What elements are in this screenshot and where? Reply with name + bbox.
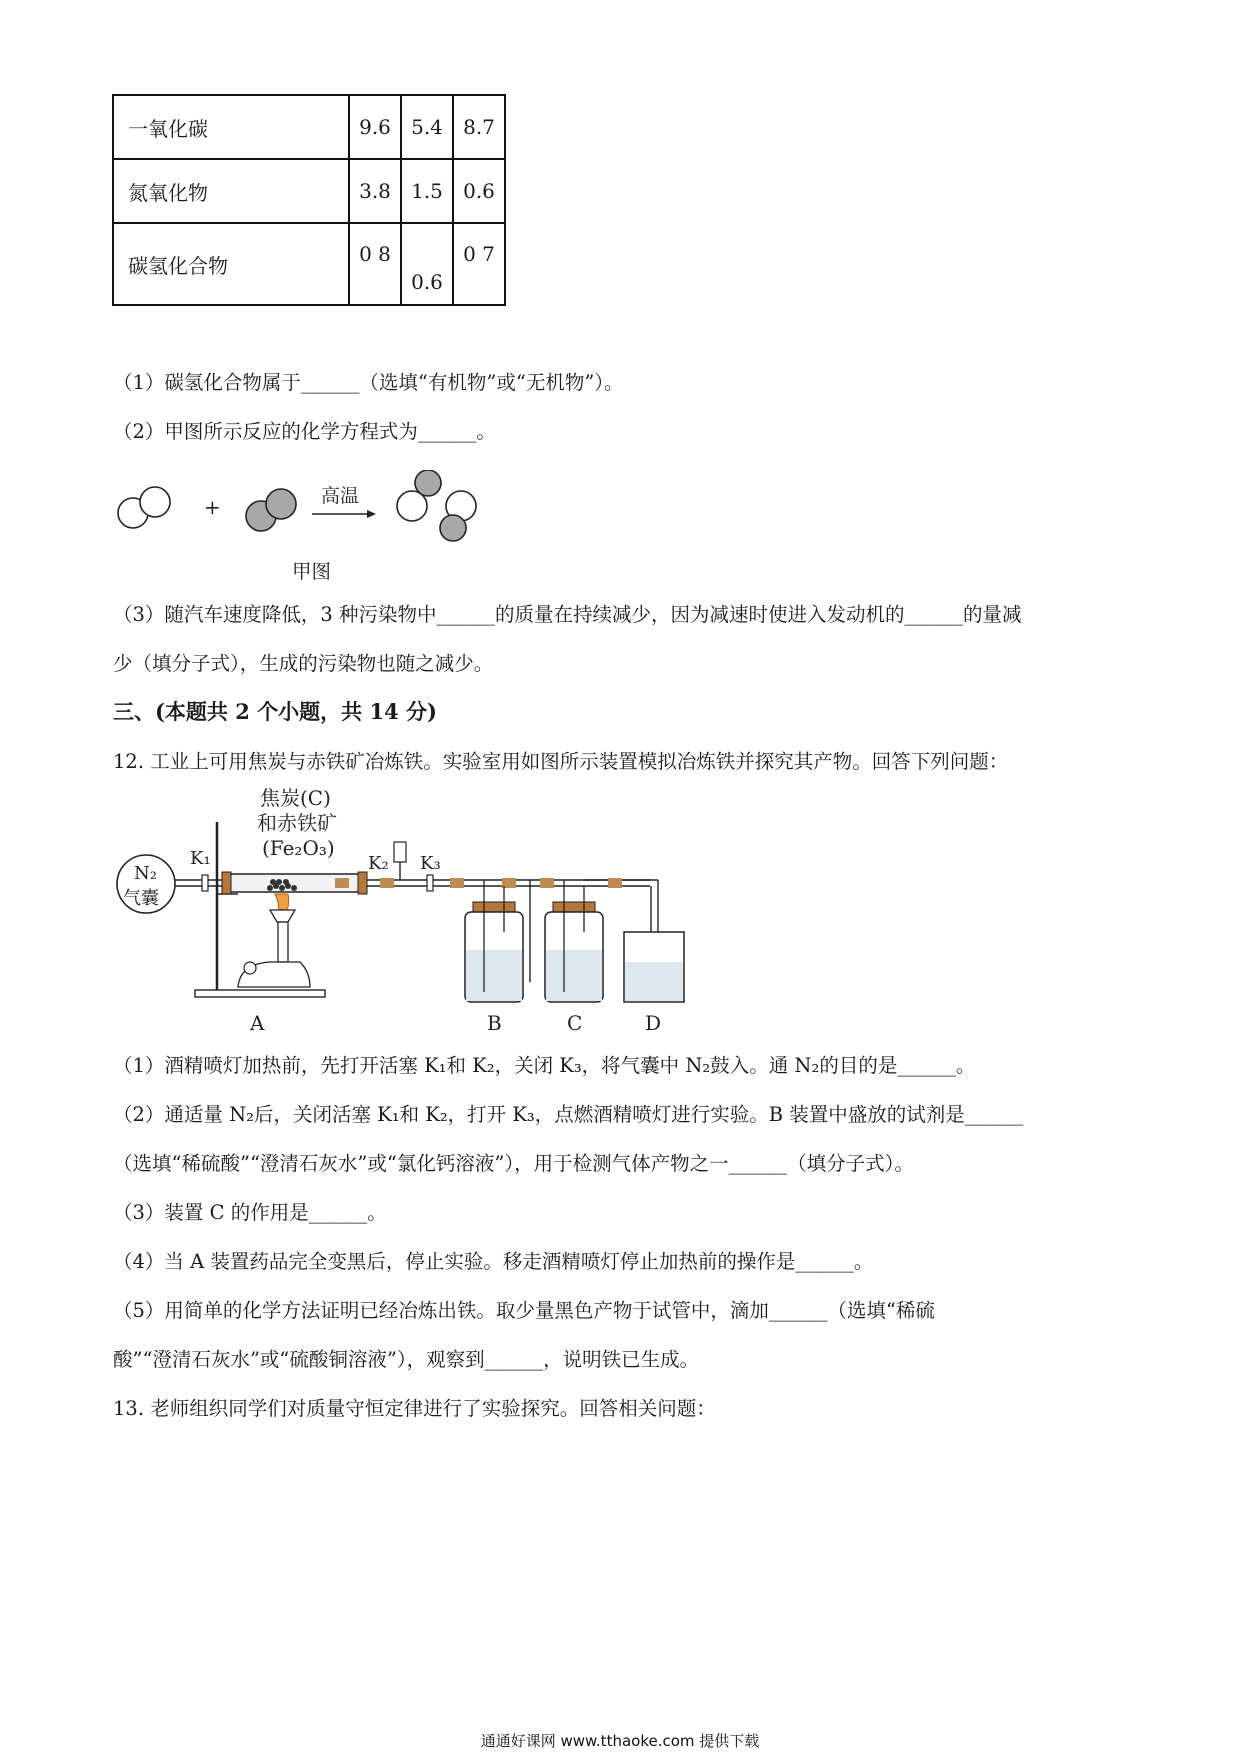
q12-part5-line2: 酸”“澄清石灰水”或“硫酸铜溶液”），观察到______，说明铁已生成。 bbox=[113, 1348, 700, 1371]
q12-part3: （3）装置 C 的作用是______。 bbox=[113, 1201, 387, 1224]
q12-part2-line1: （2）通适量 N₂后，关闭活塞 K₁和 K₂，打开 K₃，点燃酒精喷灯进行实验。B 装置中盛放的试剂是______ bbox=[113, 1103, 1024, 1126]
reaction-condition: 高温 bbox=[321, 485, 360, 507]
washing-bottle-b bbox=[465, 880, 530, 1002]
table-cell: 0 8 bbox=[349, 223, 401, 305]
pollutant-table bbox=[112, 94, 506, 306]
q12-part2-line2: （选填“稀硫酸”“澄清石灰水”或“氯化钙溶液”），用于检测气体产物之一______（填分子式）。 bbox=[113, 1152, 914, 1175]
table-cell: 碳氢化合物 bbox=[113, 223, 349, 305]
q11-part1: （1）碳氢化合物属于______（选填“有机物”或“无机物”）。 bbox=[113, 371, 624, 394]
valve-k1-icon bbox=[202, 875, 208, 891]
q11-part3-line2: 少（填分子式），生成的污染物也随之减少。 bbox=[113, 652, 494, 675]
reagent-label-3: (Fe₂O₃) bbox=[262, 836, 335, 860]
valve-k1-label: K₁ bbox=[190, 848, 211, 869]
reaction-arrow bbox=[312, 510, 376, 518]
table-row bbox=[113, 223, 505, 305]
section-heading: 三、(本题共 2 个小题，共 14 分) bbox=[113, 699, 437, 724]
q12-part1: （1）酒精喷灯加热前，先打开活塞 K₁和 K₂，关闭 K₃，将气囊中 N₂鼓入。通 N₂的目的是______。 bbox=[113, 1054, 976, 1077]
table-cell: 氮氧化物 bbox=[113, 159, 349, 223]
q11-part2: （2）甲图所示反应的化学方程式为______。 bbox=[113, 420, 496, 443]
table-cell: 3.8 bbox=[349, 159, 401, 223]
label-c: C bbox=[567, 1011, 583, 1035]
valve-k2-icon bbox=[394, 842, 406, 862]
valve-k2-label: K₂ bbox=[368, 853, 389, 874]
gas-bag-label: 气囊 bbox=[123, 888, 159, 909]
figure-caption: 甲图 bbox=[292, 560, 332, 583]
q12-part4: （4）当 A 装置药品完全变黑后，停止实验。移走酒精喷灯停止加热前的操作是______。 bbox=[113, 1250, 874, 1273]
reagent-label-1: 焦炭(C) bbox=[260, 786, 331, 810]
valve-k3-icon bbox=[427, 875, 433, 891]
table-cell: 8.7 bbox=[453, 95, 505, 159]
table-cell: 0.6 bbox=[453, 159, 505, 223]
q12-stem: 12. 工业上可用焦炭与赤铁矿冶炼铁。实验室用如图所示装置模拟冶炼铁并探究其产物。回答下列问题： bbox=[113, 750, 1009, 773]
label-a: A bbox=[250, 1011, 265, 1035]
alcohol-blast-lamp-icon bbox=[238, 894, 310, 987]
table-row bbox=[113, 95, 505, 159]
table-cell: 1.5 bbox=[401, 159, 453, 223]
table-cell: 一氧化碳 bbox=[113, 95, 349, 159]
n2-label: N₂ bbox=[134, 863, 157, 884]
label-d: D bbox=[645, 1011, 662, 1035]
washing-bottle-c bbox=[530, 878, 603, 1002]
molecule-products bbox=[397, 470, 476, 541]
reagent-label-2: 和赤铁矿 bbox=[257, 811, 337, 835]
valve-k3-label: K₃ bbox=[420, 853, 441, 874]
page-footer: 通通好课网 www.tthaoke.com 提供下载 bbox=[480, 1732, 760, 1750]
molecule-reactant-2 bbox=[246, 489, 296, 531]
table-cell: 5.4 bbox=[401, 95, 453, 159]
apparatus-diagram bbox=[110, 782, 870, 1042]
table-cell: 0 7 bbox=[453, 223, 505, 305]
table-row bbox=[113, 159, 505, 223]
molecule-reactant-1 bbox=[118, 487, 170, 528]
plus-sign: + bbox=[204, 495, 221, 519]
q13-stem: 13. 老师组织同学们对质量守恒定律进行了实验探究。回答相关问题： bbox=[113, 1397, 716, 1420]
q12-part5-line1: （5）用简单的化学方法证明已经冶炼出铁。取少量黑色产物于试管中，滴加______（选填“稀硫 bbox=[113, 1299, 935, 1322]
q11-part3-line1: （3）随汽车速度降低，3 种污染物中______的质量在持续减少，因为减速时使进入发动机的______的量减 bbox=[113, 603, 1022, 626]
table-cell: 9.6 bbox=[349, 95, 401, 159]
label-b: B bbox=[487, 1011, 502, 1035]
table-cell: 0.6 bbox=[401, 223, 453, 305]
